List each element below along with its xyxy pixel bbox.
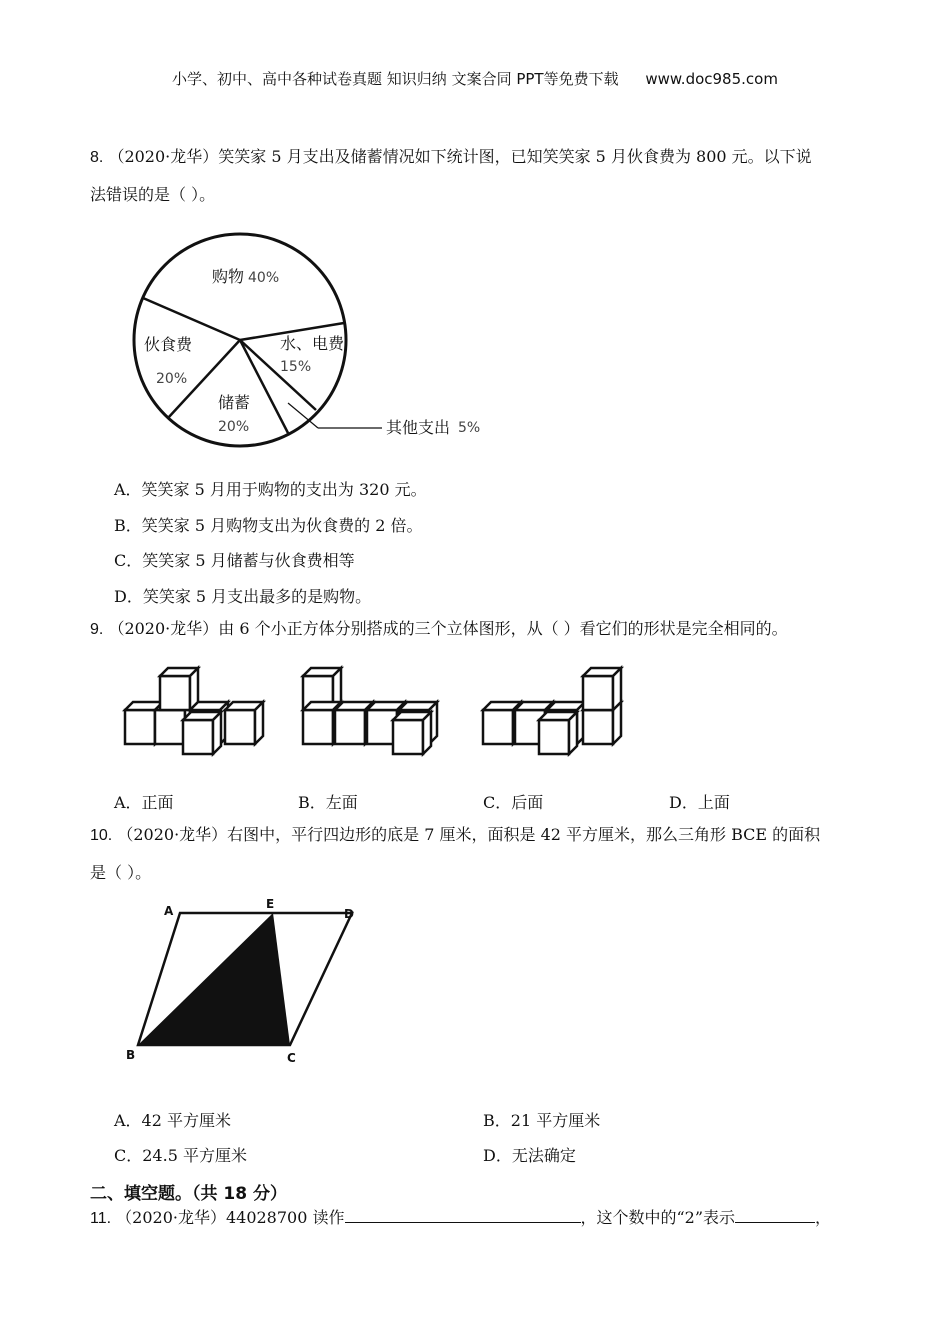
q11-part3: ，	[815, 1208, 832, 1227]
slice-label-savings: 储蓄	[218, 393, 251, 412]
slice-label-utilities: 水、电费	[280, 334, 345, 353]
q10-stem-line2: 是（ ）。	[90, 863, 152, 882]
q11-number: 11.	[90, 1210, 112, 1227]
slice-value-utilities: 15%	[280, 359, 312, 375]
q10-number: 10.	[90, 827, 113, 844]
q9-option-b[interactable]: B．左面	[298, 793, 358, 812]
q11-blank-2[interactable]	[735, 1206, 815, 1223]
q8-stem-line1: （2020·龙华）笑笑家 5 月支出及储蓄情况如下统计图，已知笑笑家 5 月伙食费为 800 元。以下说	[108, 147, 812, 166]
q10-option-a[interactable]: A．42 平方厘米	[114, 1111, 232, 1130]
point-label-e: E	[266, 897, 275, 911]
q11-line	[90, 1206, 831, 1229]
q9-option-c[interactable]: C．后面	[483, 793, 544, 812]
q8-stem-line2: 法错误的是（ ）。	[90, 185, 216, 204]
triangle-bce	[138, 913, 290, 1045]
page-header	[0, 68, 950, 89]
slice-label-other: 其他支出	[386, 418, 451, 437]
point-label-d: D	[344, 907, 354, 921]
header-url[interactable]: www.doc985.com	[645, 70, 778, 88]
header-text: 小学、初中、高中各种试卷真题 知识归纳 文案合同 PPT等免费下载	[172, 70, 619, 88]
cube-figure-2	[303, 668, 437, 754]
q8-option-b[interactable]: B．笑笑家 5 月购物支出为伙食费的 2 倍。	[114, 516, 423, 535]
q11-blank-1[interactable]	[345, 1206, 581, 1223]
section-title: 二、填空题。（共 18 分）	[90, 1184, 287, 1204]
q10-option-d[interactable]: D．无法确定	[483, 1146, 576, 1165]
q8-option-a[interactable]: A．笑笑家 5 月用于购物的支出为 320 元。	[114, 480, 427, 499]
slice-label-food: 伙食费	[144, 335, 193, 354]
q10-line1	[90, 825, 820, 846]
cube-figure-1	[125, 668, 263, 754]
point-label-c: C	[287, 1051, 296, 1065]
slice-value-shopping: 40%	[248, 270, 280, 286]
q10-parallelogram-figure	[120, 895, 370, 1070]
q11-part1: （2020·龙华）44028700 读作	[116, 1208, 345, 1227]
q8-pie-chart	[120, 228, 500, 458]
slice-value-food: 20%	[156, 371, 188, 387]
q8-option-c[interactable]: C．笑笑家 5 月储蓄与伙食费相等	[114, 551, 355, 570]
q8-line1	[90, 147, 812, 168]
q10-option-c[interactable]: C．24.5 平方厘米	[114, 1146, 247, 1165]
slice-label-shopping: 购物	[212, 267, 245, 286]
q9-option-a[interactable]: A．正面	[114, 793, 174, 812]
slice-value-other: 5%	[458, 420, 481, 436]
q9-number: 9.	[90, 621, 104, 638]
q9-option-d[interactable]: D．上面	[669, 793, 730, 812]
q9-cube-figures	[115, 648, 640, 758]
cube-figure-3	[483, 668, 621, 754]
q10-stem-line1: （2020·龙华）右图中，平行四边形的底是 7 厘米，面积是 42 平方厘米，那么三角形 BCE 的面积	[117, 825, 821, 844]
q8-number: 8.	[90, 149, 104, 166]
point-label-b: B	[126, 1048, 136, 1062]
point-label-a: A	[164, 904, 174, 918]
q9-stem-text: （2020·龙华）由 6 个小正方体分别搭成的三个立体图形，从（ ）看它们的形状是完全相同的。	[108, 619, 788, 638]
q9-stem	[90, 619, 788, 640]
slice-value-savings: 20%	[218, 419, 250, 435]
q10-option-b[interactable]: B．21 平方厘米	[483, 1111, 601, 1130]
q8-option-d[interactable]: D．笑笑家 5 月支出最多的是购物。	[114, 587, 372, 606]
q11-part2: ，这个数中的“2”表示	[580, 1208, 736, 1227]
